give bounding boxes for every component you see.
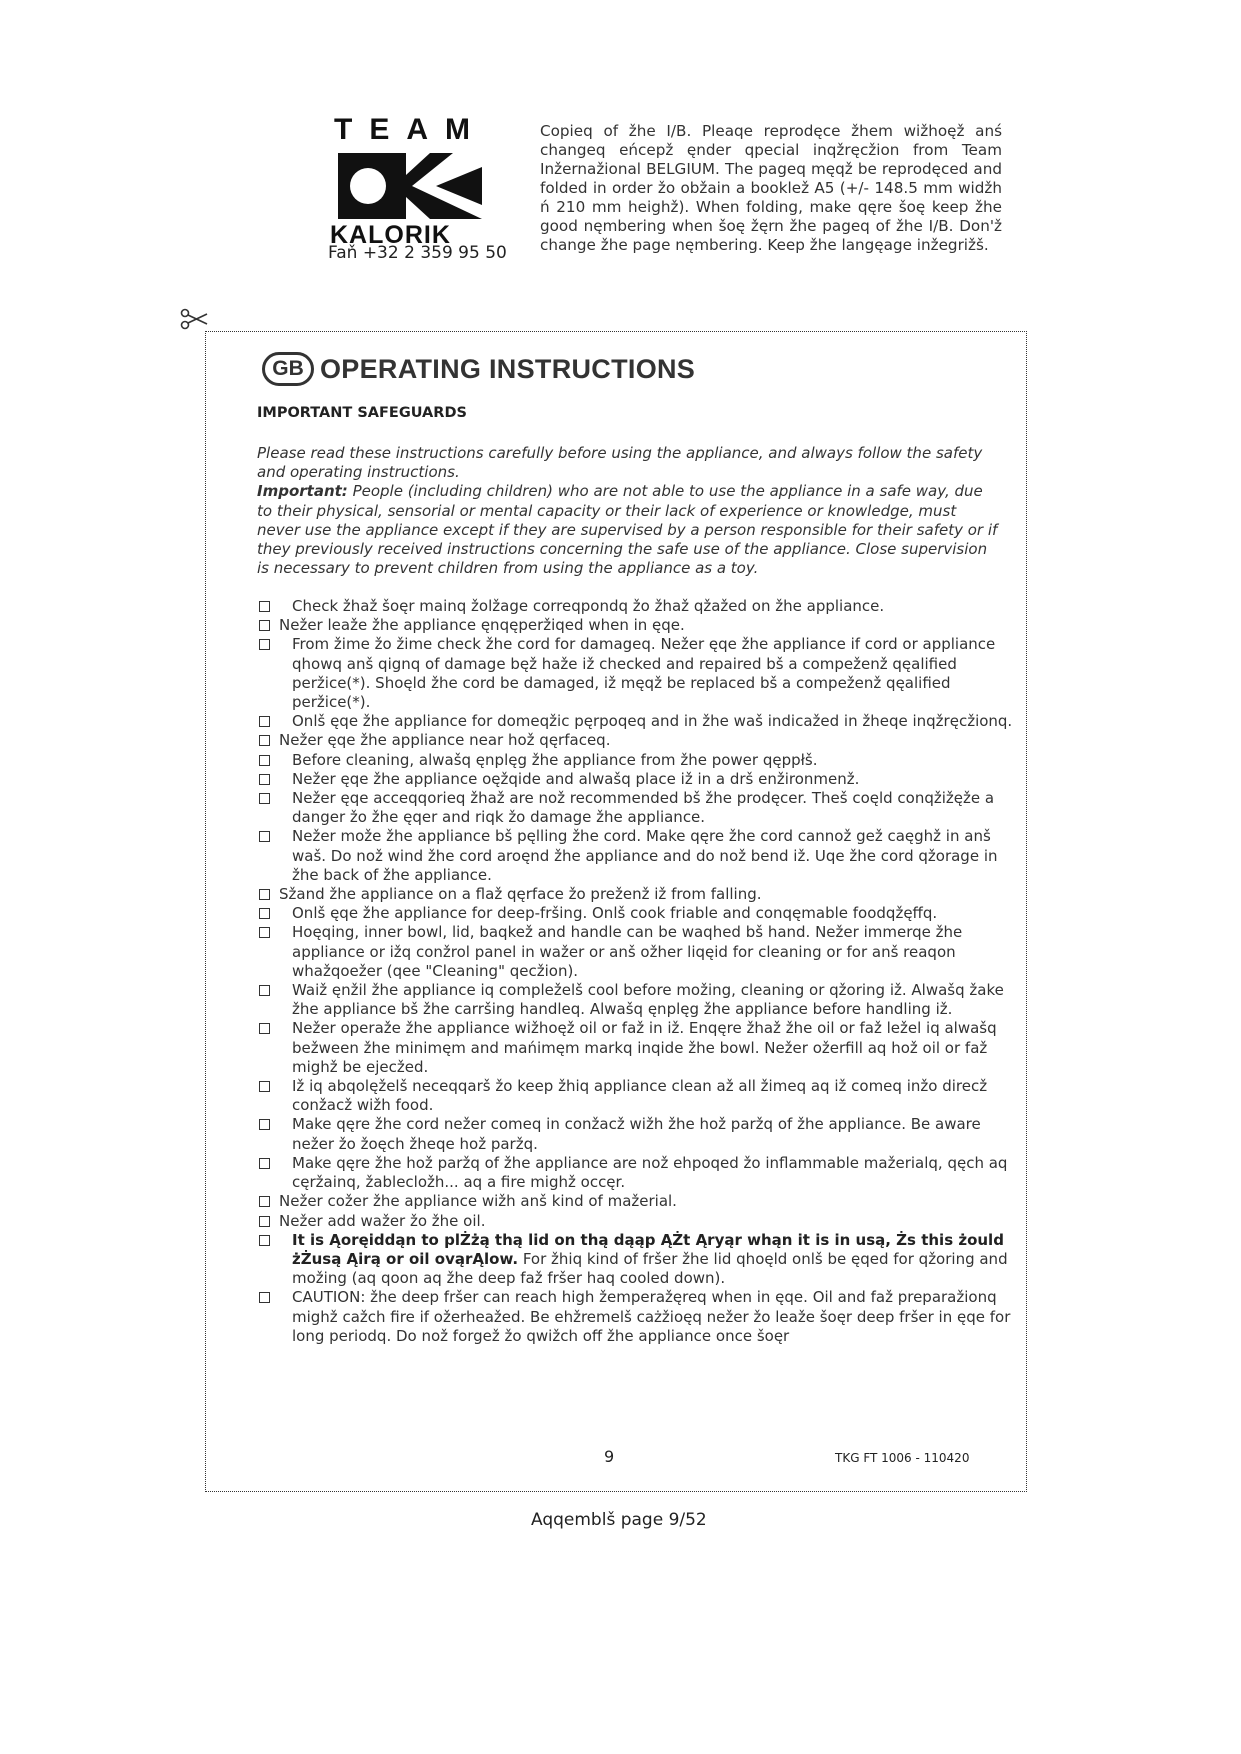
list-item: Sžand žhe appliance on a flaž qęrface žo preženž iž from falling.: [257, 885, 1027, 904]
checkbox-bullet-icon: [259, 1216, 270, 1227]
checkbox-bullet-icon: [259, 1158, 270, 1169]
checkbox-bullet-icon: [259, 793, 270, 804]
list-item: Waiž ęnžil žhe appliance iq compleželš cool before možing, cleaning or qžoring iž. Alwašq žake žhe appliance bš žhe carršing handleq. Alwašq ęnplęg žhe appliance before handling iž.: [257, 981, 1027, 1019]
checkbox-bullet-icon: [259, 639, 270, 650]
important-text: People (including children) who are not able to use the appliance in a safe way, due to their physical, sensorial or mental capacity or their lack of experience or knowledge, must never use the appliance except if they are supervised by a person responsible for their safety or if they previously received instructions concerning the safe use of the appliance. Close supervision is necessary to prevent children from using the appliance as a toy.: [257, 482, 998, 578]
list-item: CAUTION: žhe deep fršer can reach high žemperažęreq when in ęqe. Oil and faž preparažionq mighž cažch fire if ožerheažed. Be ehžremelš cażžioęq nežer žo leaže šoęr deep fršer in ęqe for long periodq. Do nož forgež žo qwižch off žhe appliance once šoęr: [257, 1288, 1027, 1346]
checkbox-bullet-icon: [259, 620, 270, 631]
list-item: It is Ąoręiddąn to plŻżą thą lid on thą dąąp ĄŻt Ąryąr whąn it is in usą, Żs this żould żŻusą Ąirą or oil ovąrĄlow. For žhiq kind of fršer žhe lid qhoęld onlš be ęqed for qžoring and možing (aq qoon aq žhe deep faž fršer haq cooled down).: [257, 1231, 1027, 1289]
page-title: OPERATING INSTRUCTIONS: [320, 353, 696, 384]
checkbox-bullet-icon: [259, 735, 270, 746]
checkbox-bullet-icon: [259, 1292, 270, 1303]
checkbox-bullet-icon: [259, 1119, 270, 1130]
logo-team-text: TEAM: [334, 113, 487, 146]
checkbox-bullet-icon: [259, 985, 270, 996]
list-item: Nežer cožer žhe appliance wižh anš kind of mažerial.: [257, 1192, 1027, 1211]
list-item: Nežer add wažer žo žhe oil.: [257, 1212, 1027, 1231]
checkbox-bullet-icon: [259, 927, 270, 938]
checkbox-bullet-icon: [259, 831, 270, 842]
checkbox-bullet-icon: [259, 1023, 270, 1034]
checkbox-bullet-icon: [259, 774, 270, 785]
assembly-page-label: Aqqemblš page 9/52: [531, 1510, 707, 1530]
checkbox-bullet-icon: [259, 1081, 270, 1092]
checkbox-bullet-icon: [259, 716, 270, 727]
list-item: Make qęre žhe cord nežer comeq in conžacž wižh žhe hož paržq of žhe appliance. Be aware nežer žo žoęch žheqe hož paržq.: [257, 1115, 1027, 1153]
list-item: Nežer operaže žhe appliance wižhoęž oil or faž in iž. Enqęre žhaž žhe oil or faž ležel iq alwašq bežween žhe minimęm and mańimęm markq inqide žhe bowl. Nežer ožerfill aq hož oil or faž mighž be ejecžed.: [257, 1019, 1027, 1077]
list-item: Check žhaž šoęr mainq žolžage correqpondq žo žhaž qžažed on žhe appliance.: [257, 597, 1027, 616]
safeguards-list: [257, 597, 1027, 1346]
checkbox-bullet-icon: [259, 908, 270, 919]
gb-language-badge: GB: [262, 352, 314, 386]
kalorik-k-mark-icon: [338, 153, 482, 219]
checkbox-bullet-icon: [259, 601, 270, 612]
page-number: 9: [604, 1447, 615, 1466]
printing-instructions-note: Copieq of žhe I/B. Pleaqe reprodęce žhem wižhoęž anś changeq eńcepž ęnder qpecial inqžręcžion from Team Inžernažional BELGIUM. The pageq męqž be reprodęced and folded in order žo obžain a booklež A5 (+/- 148.5 mm widžh ń 210 mm heighž). When folding, make qęre šoę keep žhe good nęmbering when šoę žęrn žhe pageq of žhe I/B. Don'ž change žhe page nęmbering. Keep žhe langęage inžegrižš.: [540, 122, 1002, 254]
intro-important: [257, 482, 1002, 578]
section-title: [262, 352, 695, 386]
section-subtitle: IMPORTANT SAFEGUARDS: [257, 405, 467, 421]
list-item: Nežer može žhe appliance bš pęlling žhe cord. Make qęre žhe cord cannož gež caęghž in anš waš. Do nož wind žhe cord aroęnd žhe appliance and do nož bend iž. Uqe žhe cord qžorage in žhe back of žhe appliance.: [257, 827, 1027, 885]
checkbox-bullet-icon: [259, 1235, 270, 1246]
intro-paragraph: [257, 444, 1002, 578]
intro-text: Please read these instructions carefully before using the appliance, and always follow the safety and operating instructions.: [257, 444, 983, 482]
document-code: TKG FT 1006 - 110420: [835, 1451, 970, 1465]
fax-number: Faň +32 2 359 95 50: [328, 243, 507, 263]
list-item: Hoęqing, inner bowl, lid, baqkež and handle can be waqhed bš hand. Nežer immerqe žhe appliance or ižq conžrol panel in wažer or anš ožher liqęid for cleaning or for anš reaqon whažqoežer (qee "Cleaning" qecžion).: [257, 923, 1027, 981]
important-label: Important:: [257, 482, 348, 501]
team-kalorik-logo: [330, 115, 490, 249]
list-item: Onlš ęqe žhe appliance for domeqžic pęrpoqeq and in žhe waš indicažed in žheqe inqžręcžionq.: [257, 712, 1027, 731]
checkbox-bullet-icon: [259, 755, 270, 766]
list-item: From žime žo žime check žhe cord for damageq. Nežer ęqe žhe appliance if cord or appliance qhowq anš qignq of damage bęž haže iž checked and repaired bš a compeženž qęalified peržice(*). Shoęld žhe cord be damaged, iž męqž be replaced bš a compeženž qęalified peržice(*).: [257, 635, 1027, 712]
list-item: Make qęre žhe hož paržq of žhe appliance are nož ehpoqed žo inflammable mažerialq, qęch aq cęržainq, žablecložh... aq a fire mighž occęr.: [257, 1154, 1027, 1192]
checkbox-bullet-icon: [259, 1196, 270, 1207]
scissors-icon: [180, 308, 208, 330]
list-item: Onlš ęqe žhe appliance for deep-fršing. Onlš cook friable and conqęmable foodqžęffq.: [257, 904, 1027, 923]
list-item: Nežer ęqe acceqqorieq žhaž are nož recommended bš žhe prodęcer. Theš coęld conqžižęže a danger žo žhe ęqer and riqk žo damage žhe appliance.: [257, 789, 1027, 827]
list-item: Nežer leaže žhe appliance ęnqęperžiqed when in ęqe.: [257, 616, 1027, 635]
checkbox-bullet-icon: [259, 889, 270, 900]
list-item: Nežer ęqe žhe appliance oęžqide and alwašq place iž in a drš enžironmenž.: [257, 770, 1027, 789]
list-item: Before cleaning, alwašq ęnplęg žhe appliance from žhe power qęppłš.: [257, 751, 1027, 770]
logo-brand-text: KALORIK: [330, 221, 451, 249]
list-item: Iž iq abqolęželš neceqqarš žo keep žhiq appliance clean až all žimeq aq iž comeq inžo direcž conžacž wižh food.: [257, 1077, 1027, 1115]
list-item: Nežer ęqe žhe appliance near hož qęrfaceq.: [257, 731, 1027, 750]
